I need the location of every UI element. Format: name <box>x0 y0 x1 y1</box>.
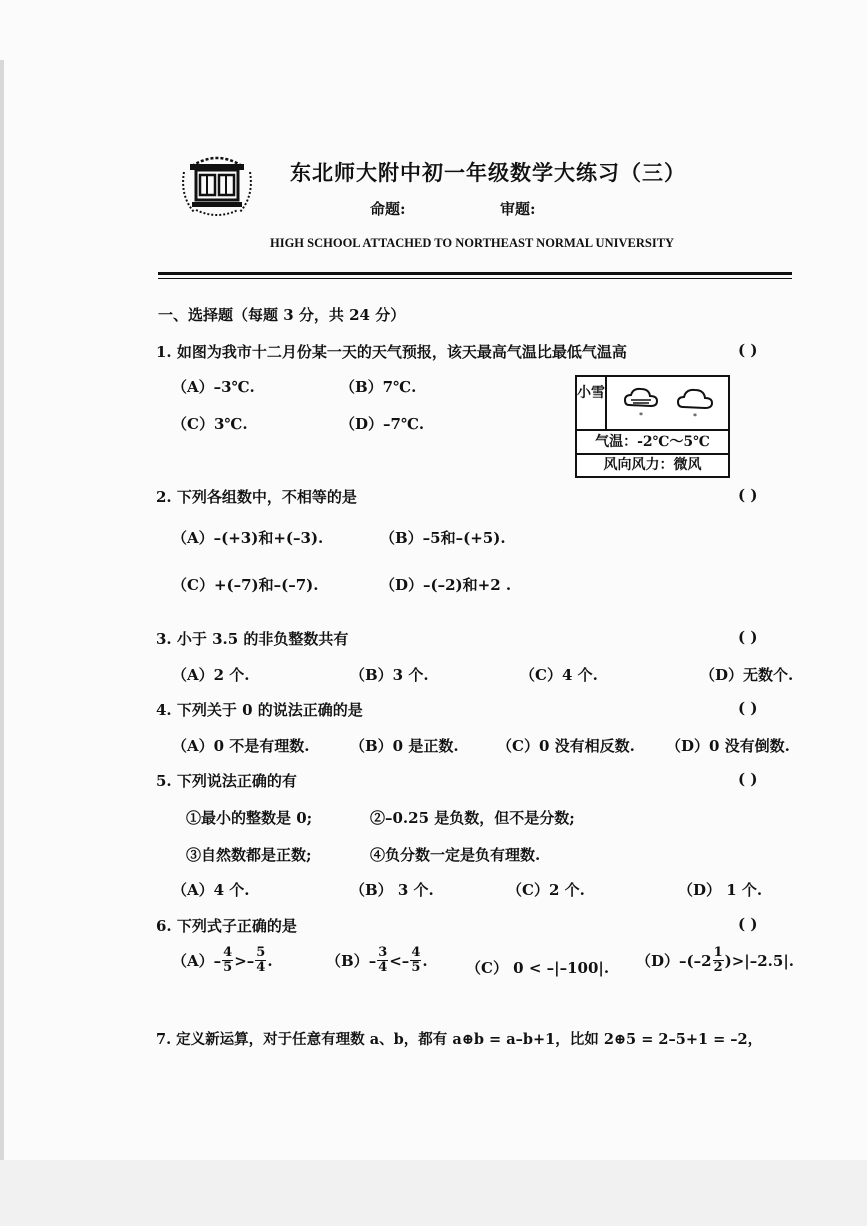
q6-d-den: 2 <box>713 960 723 975</box>
weather-forecast-box <box>575 375 730 478</box>
q6-b-period: . <box>422 951 428 970</box>
q6-option-d <box>636 946 794 975</box>
question-4-stem: 4. 下列关于 0 的说法正确的是 <box>156 701 363 719</box>
q2-option-c: （C）+(–7)和–(–7). <box>172 576 319 594</box>
svg-text:*: * <box>693 412 697 421</box>
q4-option-c: （C）0 没有相反数. <box>497 737 635 755</box>
q6-d-label: （D） <box>636 952 680 970</box>
answer-paren-4: ( ) <box>738 699 758 717</box>
q6-d-prefix: –(–2 <box>679 951 712 970</box>
q1-option-d: （D）–7℃. <box>340 415 425 433</box>
q1-option-c: （C）3℃. <box>172 415 248 433</box>
reviewer-label: 审题: <box>500 200 536 218</box>
cloud-icon <box>675 383 715 423</box>
q5-statement-2: ②–0.25 是负数，但不是分数; <box>370 809 575 827</box>
q6-a-fraction-2 <box>255 946 266 975</box>
q6-b-num1: 3 <box>378 945 388 960</box>
q6-option-c: （C） 0 < –|–100|. <box>466 959 610 977</box>
q6-a-operator: >– <box>234 951 255 970</box>
q5-option-d: （D） 1 个. <box>678 881 763 899</box>
page-title: 东北师大附中初一年级数学大练习（三） <box>290 160 686 185</box>
question-2-stem: 2. 下列各组数中，不相等的是 <box>156 488 357 506</box>
q6-b-minus: – <box>368 951 377 970</box>
weather-label: 小雪 <box>577 377 607 429</box>
q6-a-num2: 5 <box>256 945 266 960</box>
snow-cloud-icon <box>621 383 661 423</box>
answer-paren-1: ( ) <box>738 341 758 359</box>
header-rule-thick <box>158 272 792 275</box>
q3-option-a: （A）2 个. <box>172 666 250 684</box>
q6-b-label: （B） <box>326 952 369 970</box>
q6-d-num: 1 <box>713 945 723 960</box>
weather-top-row <box>577 377 728 431</box>
q6-a-period: . <box>267 951 273 970</box>
q4-option-b: （B）0 是正数. <box>350 737 459 755</box>
q6-a-den1: 5 <box>223 960 233 975</box>
q6-b-den2: 5 <box>411 960 421 975</box>
svg-text:*: * <box>639 411 643 420</box>
scan-bottom-shade <box>0 1160 867 1226</box>
q6-b-den1: 4 <box>378 960 388 975</box>
q6-b-num2: 4 <box>411 945 421 960</box>
q3-option-c: （C）4 个. <box>520 666 598 684</box>
answer-paren-2: ( ) <box>738 486 758 504</box>
header-rule-thin <box>158 278 792 279</box>
q5-statement-1: ①最小的整数是 0; <box>186 809 313 827</box>
q6-a-label: （A） <box>172 952 214 970</box>
school-logo-icon <box>178 148 256 222</box>
answer-paren-3: ( ) <box>738 628 758 646</box>
q6-d-suffix: )>|–2.5|. <box>724 951 795 970</box>
answer-paren-6: ( ) <box>738 915 758 933</box>
q6-option-b <box>326 946 428 975</box>
q5-statement-4: ④负分数一定是负有理数. <box>370 846 541 864</box>
question-3-stem: 3. 小于 3.5 的非负整数共有 <box>156 630 349 648</box>
q5-option-a: （A）4 个. <box>172 881 250 899</box>
question-5-stem: 5. 下列说法正确的有 <box>156 772 297 790</box>
answer-paren-5: ( ) <box>738 770 758 788</box>
weather-temperature: 气温：-2℃～5℃ <box>577 431 728 455</box>
question-7-stem: 7. 定义新运算，对于任意有理数 a、b，都有 a⊕b = a–b+1，比如 2⊕5 = 2–5+1 = –2， <box>156 1031 763 1048</box>
question-6-stem: 6. 下列式子正确的是 <box>156 917 297 935</box>
q6-a-fraction-1 <box>222 946 233 975</box>
q1-option-b: （B）7℃. <box>340 378 417 396</box>
q5-option-b: （B） 3 个. <box>350 881 434 899</box>
q5-statement-3: ③自然数都是正数; <box>186 846 312 864</box>
weather-wind: 风向风力：微风 <box>603 457 702 473</box>
q6-option-a <box>172 946 273 975</box>
school-english-name: HIGH SCHOOL ATTACHED TO NORTHEAST NORMAL UNIVERSITY <box>270 236 675 250</box>
q6-b-operator: <– <box>389 951 410 970</box>
q6-d-fraction <box>713 946 724 975</box>
setter-label: 命题: <box>370 200 406 218</box>
q5-option-c: （C）2 个. <box>507 881 585 899</box>
q4-option-d: （D）0 没有倒数. <box>666 737 790 755</box>
q2-option-d: （D）–(–2)和+2 . <box>380 576 512 594</box>
q6-a-den2: 4 <box>256 960 266 975</box>
q6-b-fraction-2 <box>410 946 421 975</box>
q3-option-b: （B）3 个. <box>350 666 429 684</box>
q6-b-fraction-1 <box>377 946 388 975</box>
q2-option-a: （A）–(+3)和+(–3). <box>172 529 324 547</box>
q4-option-a: （A）0 不是有理数. <box>172 737 310 755</box>
scan-edge <box>0 60 4 1170</box>
q1-option-a: （A）–3℃. <box>172 378 255 396</box>
q2-option-b: （B）–5和–(+5). <box>380 529 506 547</box>
q3-option-d: （D）无数个. <box>700 666 794 684</box>
q6-a-num1: 4 <box>223 945 233 960</box>
question-1-stem: 1. 如图为我市十二月份某一天的天气预报，该天最高气温比最低气温高 <box>156 343 627 361</box>
section-title: 一、选择题（每题 3 分，共 24 分） <box>158 306 406 324</box>
q6-a-minus: – <box>213 951 222 970</box>
